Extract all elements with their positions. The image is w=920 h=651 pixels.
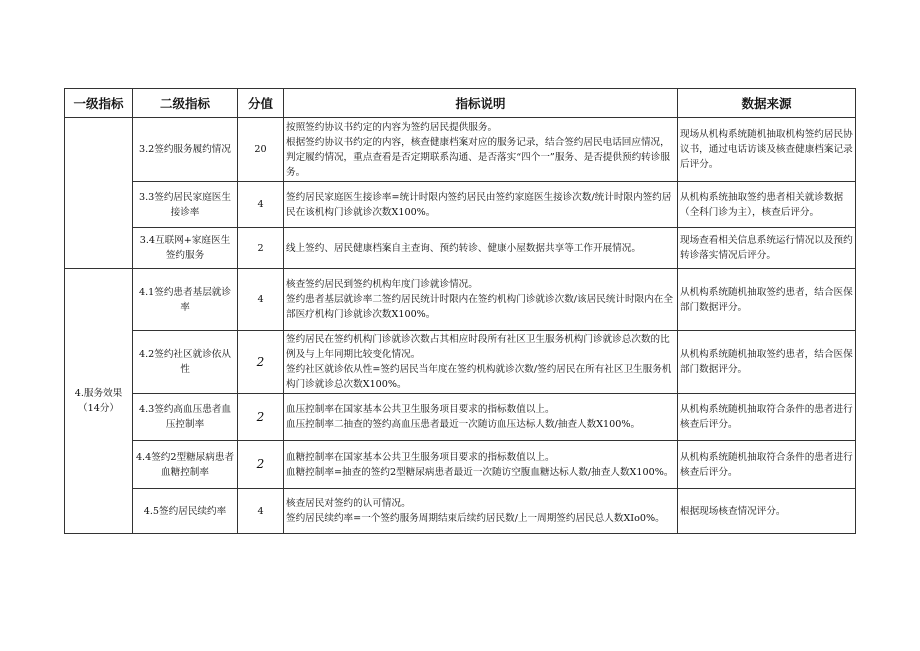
table-row <box>65 489 856 534</box>
level1-cell <box>65 118 133 269</box>
description-line: 签约居民续约率=一个签约服务周期结束后续约居民数/上一周期签约居民总人数XIo0%。 <box>286 513 665 524</box>
description-line: 按照签约协议书约定的内容为签约居民提供服务。 <box>286 121 498 133</box>
table-row <box>65 269 856 331</box>
table-row <box>65 118 856 182</box>
description-line: 血糖控制率=抽查的签约2型糖尿病患者最近一次随访空腹血糖达标人数/抽查人数X100%。 <box>286 466 674 478</box>
description-line: 根据签约协议书约定的内容，核查健康档案对应的服务记录，结合签约居民电话回应情况，判定履约情况，重点查看是否定期联系沟通、是否落实“四个一”服务、是否提供预约转诊服务。 <box>286 136 670 178</box>
description-line: 核查居民对签约的认可情况。 <box>286 498 411 509</box>
description-line: 血压控制率在国家基本公共卫生服务项目要求的指标数值以上。 <box>286 404 555 415</box>
description-line: 血糖控制率在国家基本公共卫生服务项目要求的指标数值以上。 <box>286 451 555 463</box>
header-row <box>65 89 856 118</box>
header-description: 指标说明 <box>284 89 678 118</box>
level2-cell: 3.2签约服务履约情况 <box>133 118 238 182</box>
description-line: 签约居民在签约机构门诊就诊次数占其相应时段所有社区卫生服务机构门诊就诊总次数的比例及与上年同期比较变化情况。 <box>286 334 670 360</box>
level2-cell: 4.5签约居民续约率 <box>133 489 238 534</box>
table-row <box>65 441 856 489</box>
description-cell <box>284 228 678 269</box>
header-score: 分值 <box>238 89 284 118</box>
level2-cell: 4.4签约2型糖尿病患者血糖控制率 <box>133 441 238 489</box>
description-line: 血压控制率二抽查的签约高血压患者最近一次随访血压达标人数/抽查人数X100%。 <box>286 419 641 430</box>
score-cell: 4 <box>238 182 284 228</box>
description-cell <box>284 182 678 228</box>
level1-cell: 4.服务效果（14分） <box>65 269 133 534</box>
description-line: 签约患者基层就诊率二签约居民统计时限内在签约机构门诊就诊次数/该居民统计时限内在全部医疗机构门诊就诊次数X100%。 <box>286 294 673 320</box>
level2-cell: 4.1签约患者基层就诊率 <box>133 269 238 331</box>
header-level2: 二级指标 <box>133 89 238 118</box>
header-level1: 一级指标 <box>65 89 133 118</box>
source-cell: 从机构系统随机抽取签约患者，结合医保部门数据评分。 <box>678 269 856 331</box>
source-cell: 从机构系统随机抽取符合条件的患者进行核查后评分。 <box>678 394 856 441</box>
description-cell <box>284 269 678 331</box>
level2-cell: 4.3签约高血压患者血压控制率 <box>133 394 238 441</box>
level2-cell: 3.4互联网+家庭医生签约服务 <box>133 228 238 269</box>
source-cell: 从机构系统随机抽取符合条件的患者进行核查后评分。 <box>678 441 856 489</box>
table-row <box>65 394 856 441</box>
table-row <box>65 182 856 228</box>
description-cell <box>284 118 678 182</box>
description-line: 核查签约居民到签约机构年度门诊就诊情况。 <box>286 279 478 290</box>
table-row <box>65 331 856 394</box>
table-row <box>65 228 856 269</box>
score-cell: 4 <box>238 489 284 534</box>
description-cell <box>284 394 678 441</box>
description-line: 线上签约、居民健康档案自主查询、预约转诊、健康小屋数据共享等工作开展情况。 <box>286 242 641 254</box>
score-cell: 4 <box>238 269 284 331</box>
source-cell: 现场查看相关信息系统运行情况以及预约转诊落实情况后评分。 <box>678 228 856 269</box>
source-cell: 根据现场核查情况评分。 <box>678 489 856 534</box>
source-cell: 现场从机构系统随机抽取机构签约居民协议书，通过电话访谈及核查健康档案记录后评分。 <box>678 118 856 182</box>
source-cell: 从机构系统随机抽取签约患者，结合医保部门数据评分。 <box>678 331 856 394</box>
description-line: 签约社区就诊依从性=签约居民当年度在签约机构就诊次数/签约居民在所有社区卫生服务机构门诊就诊总次数X100%。 <box>286 364 672 390</box>
score-cell: 20 <box>238 118 284 182</box>
level2-cell: 4.2签约社区就诊依从性 <box>133 331 238 394</box>
description-cell <box>284 331 678 394</box>
score-cell: 2 <box>238 394 284 441</box>
indicator-table <box>64 88 856 534</box>
score-cell: 2 <box>238 441 284 489</box>
source-cell: 从机构系统抽取签约患者相关就诊数据（全科门诊为主），核查后评分。 <box>678 182 856 228</box>
description-line: 签约居民家庭医生接诊率=统计时限内签约居民由签约家庭医生接诊次数/统计时限内签约居民在该机构门诊就诊次数X100%。 <box>286 191 672 218</box>
level2-cell: 3.3签约居民家庭医生接诊率 <box>133 182 238 228</box>
header-source: 数据来源 <box>678 89 856 118</box>
description-cell <box>284 489 678 534</box>
description-cell <box>284 441 678 489</box>
score-cell: 2 <box>238 331 284 394</box>
score-cell: 2 <box>238 228 284 269</box>
